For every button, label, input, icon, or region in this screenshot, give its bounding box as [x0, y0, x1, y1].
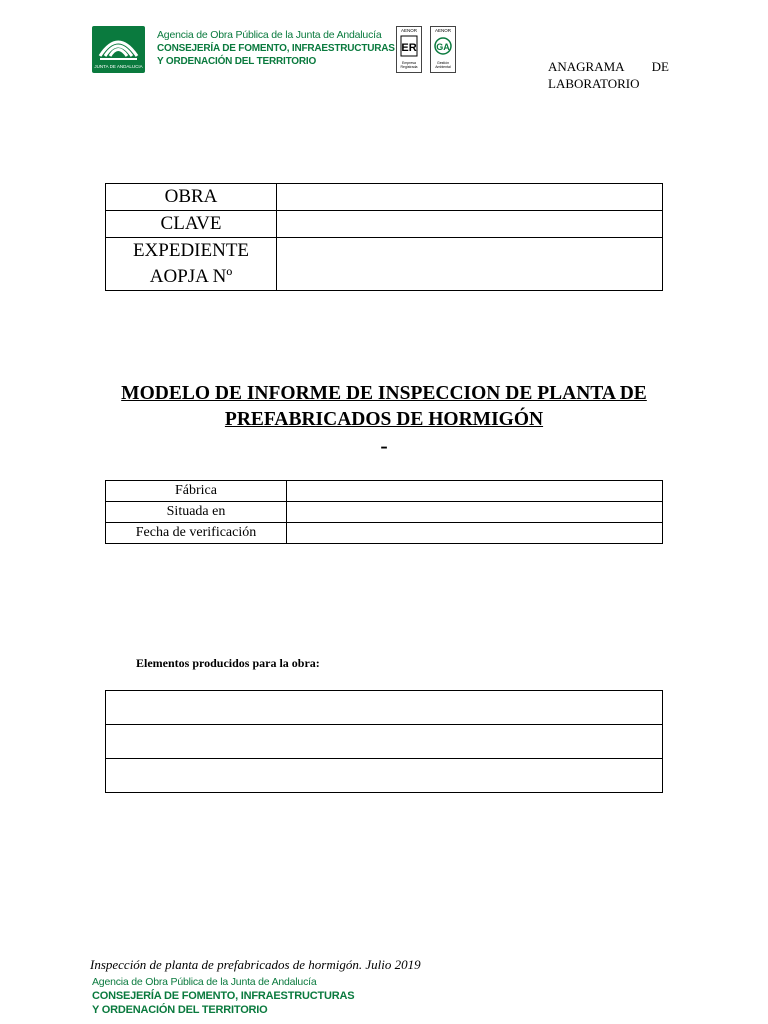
footer-agency-text	[92, 976, 354, 1017]
footer-consejeria-line1: CONSEJERÍA DE FOMENTO, INFRAESTRUCTURAS	[92, 990, 355, 1002]
fabrica-label: Fábrica	[106, 481, 287, 502]
table-row	[106, 211, 663, 238]
aenor-ga-badge	[430, 26, 456, 73]
obra-value-field[interactable]	[277, 184, 663, 211]
table-row	[106, 759, 663, 793]
situada-en-label: Situada en	[106, 502, 287, 523]
ga-certification-icon	[434, 35, 452, 57]
table-row	[106, 725, 663, 759]
clave-label: CLAVE	[106, 211, 277, 238]
fabrica-value-field[interactable]	[287, 481, 663, 502]
aenor-er-caption: AENOR	[400, 28, 417, 33]
anagrama-word: ANAGRAMA	[548, 59, 625, 74]
expediente-label-line1: EXPEDIENTE	[132, 240, 250, 261]
table-row	[106, 523, 663, 544]
agency-name: Agencia de Obra Pública de la Junta de Andalucía	[157, 29, 382, 41]
aenor-er-badge	[396, 26, 422, 73]
consejeria-line2: Y ORDENACIÓN DEL TERRITORIO	[157, 56, 317, 67]
junta-logo-text: JUNTA DE ANDALUCIA	[94, 64, 143, 69]
fecha-verificacion-value-field[interactable]	[287, 523, 663, 544]
elemento-field-1[interactable]	[106, 691, 663, 725]
expediente-label-line2: AOPJA Nº	[149, 266, 233, 287]
table-row	[106, 238, 663, 291]
anagrama-laboratorio	[548, 58, 669, 92]
de-word: DE	[651, 59, 669, 74]
fabrica-info-table	[105, 480, 663, 544]
table-row	[106, 184, 663, 211]
title-line2: PREFABRICADOS DE HORMIGÓN	[224, 409, 544, 430]
title-line1: MODELO DE INFORME DE INSPECCION DE PLANTA DE	[121, 383, 647, 404]
obra-label: OBRA	[106, 184, 277, 211]
aenor-ga-sub: Gestión Ambiental	[435, 61, 451, 69]
svg-text:GA: GA	[436, 42, 450, 52]
table-row	[106, 691, 663, 725]
table-row	[106, 502, 663, 523]
expediente-value-field[interactable]	[277, 238, 663, 291]
situada-en-value-field[interactable]	[287, 502, 663, 523]
footer-agency-name: Agencia de Obra Pública de la Junta de Andalucía	[92, 976, 317, 988]
footer-note: Inspección de planta de prefabricados de hormigón. Julio 2019	[90, 957, 421, 972]
fecha-verificacion-label: Fecha de verificación	[106, 523, 287, 544]
svg-text:ER: ER	[401, 42, 417, 54]
agency-header-text	[157, 28, 395, 68]
aenor-ga-caption: AENOR	[434, 28, 451, 33]
clave-value-field[interactable]	[277, 211, 663, 238]
consejeria-line1: CONSEJERÍA DE FOMENTO, INFRAESTRUCTURAS	[157, 43, 395, 54]
table-row	[106, 481, 663, 502]
laboratorio-word: LABORATORIO	[548, 76, 640, 91]
er-certification-icon	[400, 35, 418, 57]
title-dash: -	[380, 433, 388, 458]
junta-andalucia-logo	[92, 26, 145, 73]
document-title	[90, 381, 678, 459]
elementos-label: Elementos producidos para la obra:	[136, 656, 320, 670]
elementos-table	[105, 690, 663, 793]
elemento-field-2[interactable]	[106, 725, 663, 759]
expediente-label	[106, 238, 277, 291]
elemento-field-3[interactable]	[106, 759, 663, 793]
aenor-er-sub: Empresa Registrada	[400, 61, 418, 69]
obra-info-table	[105, 183, 663, 291]
footer-consejeria-line2: Y ORDENACIÓN DEL TERRITORIO	[92, 1004, 268, 1016]
